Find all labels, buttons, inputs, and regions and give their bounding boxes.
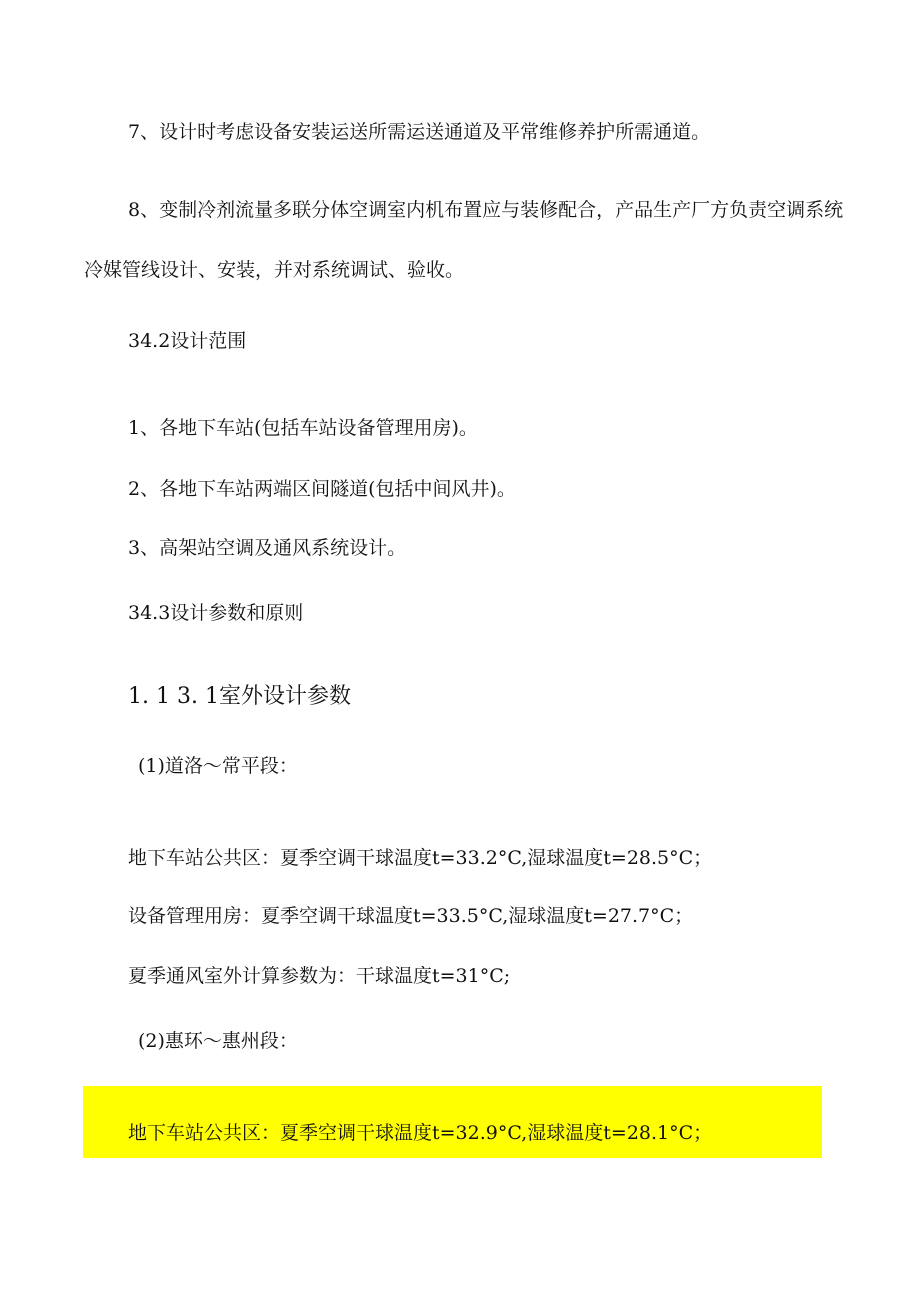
segment-1-title: (1)道洛～常平段： xyxy=(138,755,298,777)
section-heading-params: 34.3设计参数和原则 xyxy=(128,602,304,624)
scope-item-1: 1、各地下车站(包括车站设备管理用房)。 xyxy=(128,417,478,439)
item-8-continued: 冷媒管线设计、安装，并对系统调试、验收。 xyxy=(84,259,465,281)
scope-item-2: 2、各地下车站两端区间隧道(包括中间风井)。 xyxy=(128,478,516,500)
scope-item-3: 3、高架站空调及通风系统设计。 xyxy=(128,537,407,559)
subsection-heading-outdoor: 1. 1 3. 1室外设计参数 xyxy=(128,684,351,709)
segment-1-line-equipment: 设备管理用房：夏季空调干球温度t=33.5°C,湿球温度t=27.7°C； xyxy=(128,905,694,927)
segment-1-line-public: 地下车站公共区：夏季空调干球温度t=33.2°C,湿球温度t=28.5°C； xyxy=(128,847,713,869)
segment-2-title: (2)惠环～惠州段： xyxy=(138,1030,298,1052)
segment-1-line-ventilation: 夏季通风室外计算参数为：干球温度t=31°C; xyxy=(128,965,511,987)
segment-2-line-public: 地下车站公共区：夏季空调干球温度t=32.9°C,湿球温度t=28.1°C； xyxy=(128,1122,713,1144)
section-heading-scope: 34.2设计范围 xyxy=(128,330,247,352)
item-7: 7、设计时考虑设备安装运送所需运送通道及平常维修养护所需通道。 xyxy=(128,121,711,143)
item-8: 8、变制冷剂流量多联分体空调室内机布置应与装修配合，产品生产厂方负责空调系统 xyxy=(128,199,844,221)
